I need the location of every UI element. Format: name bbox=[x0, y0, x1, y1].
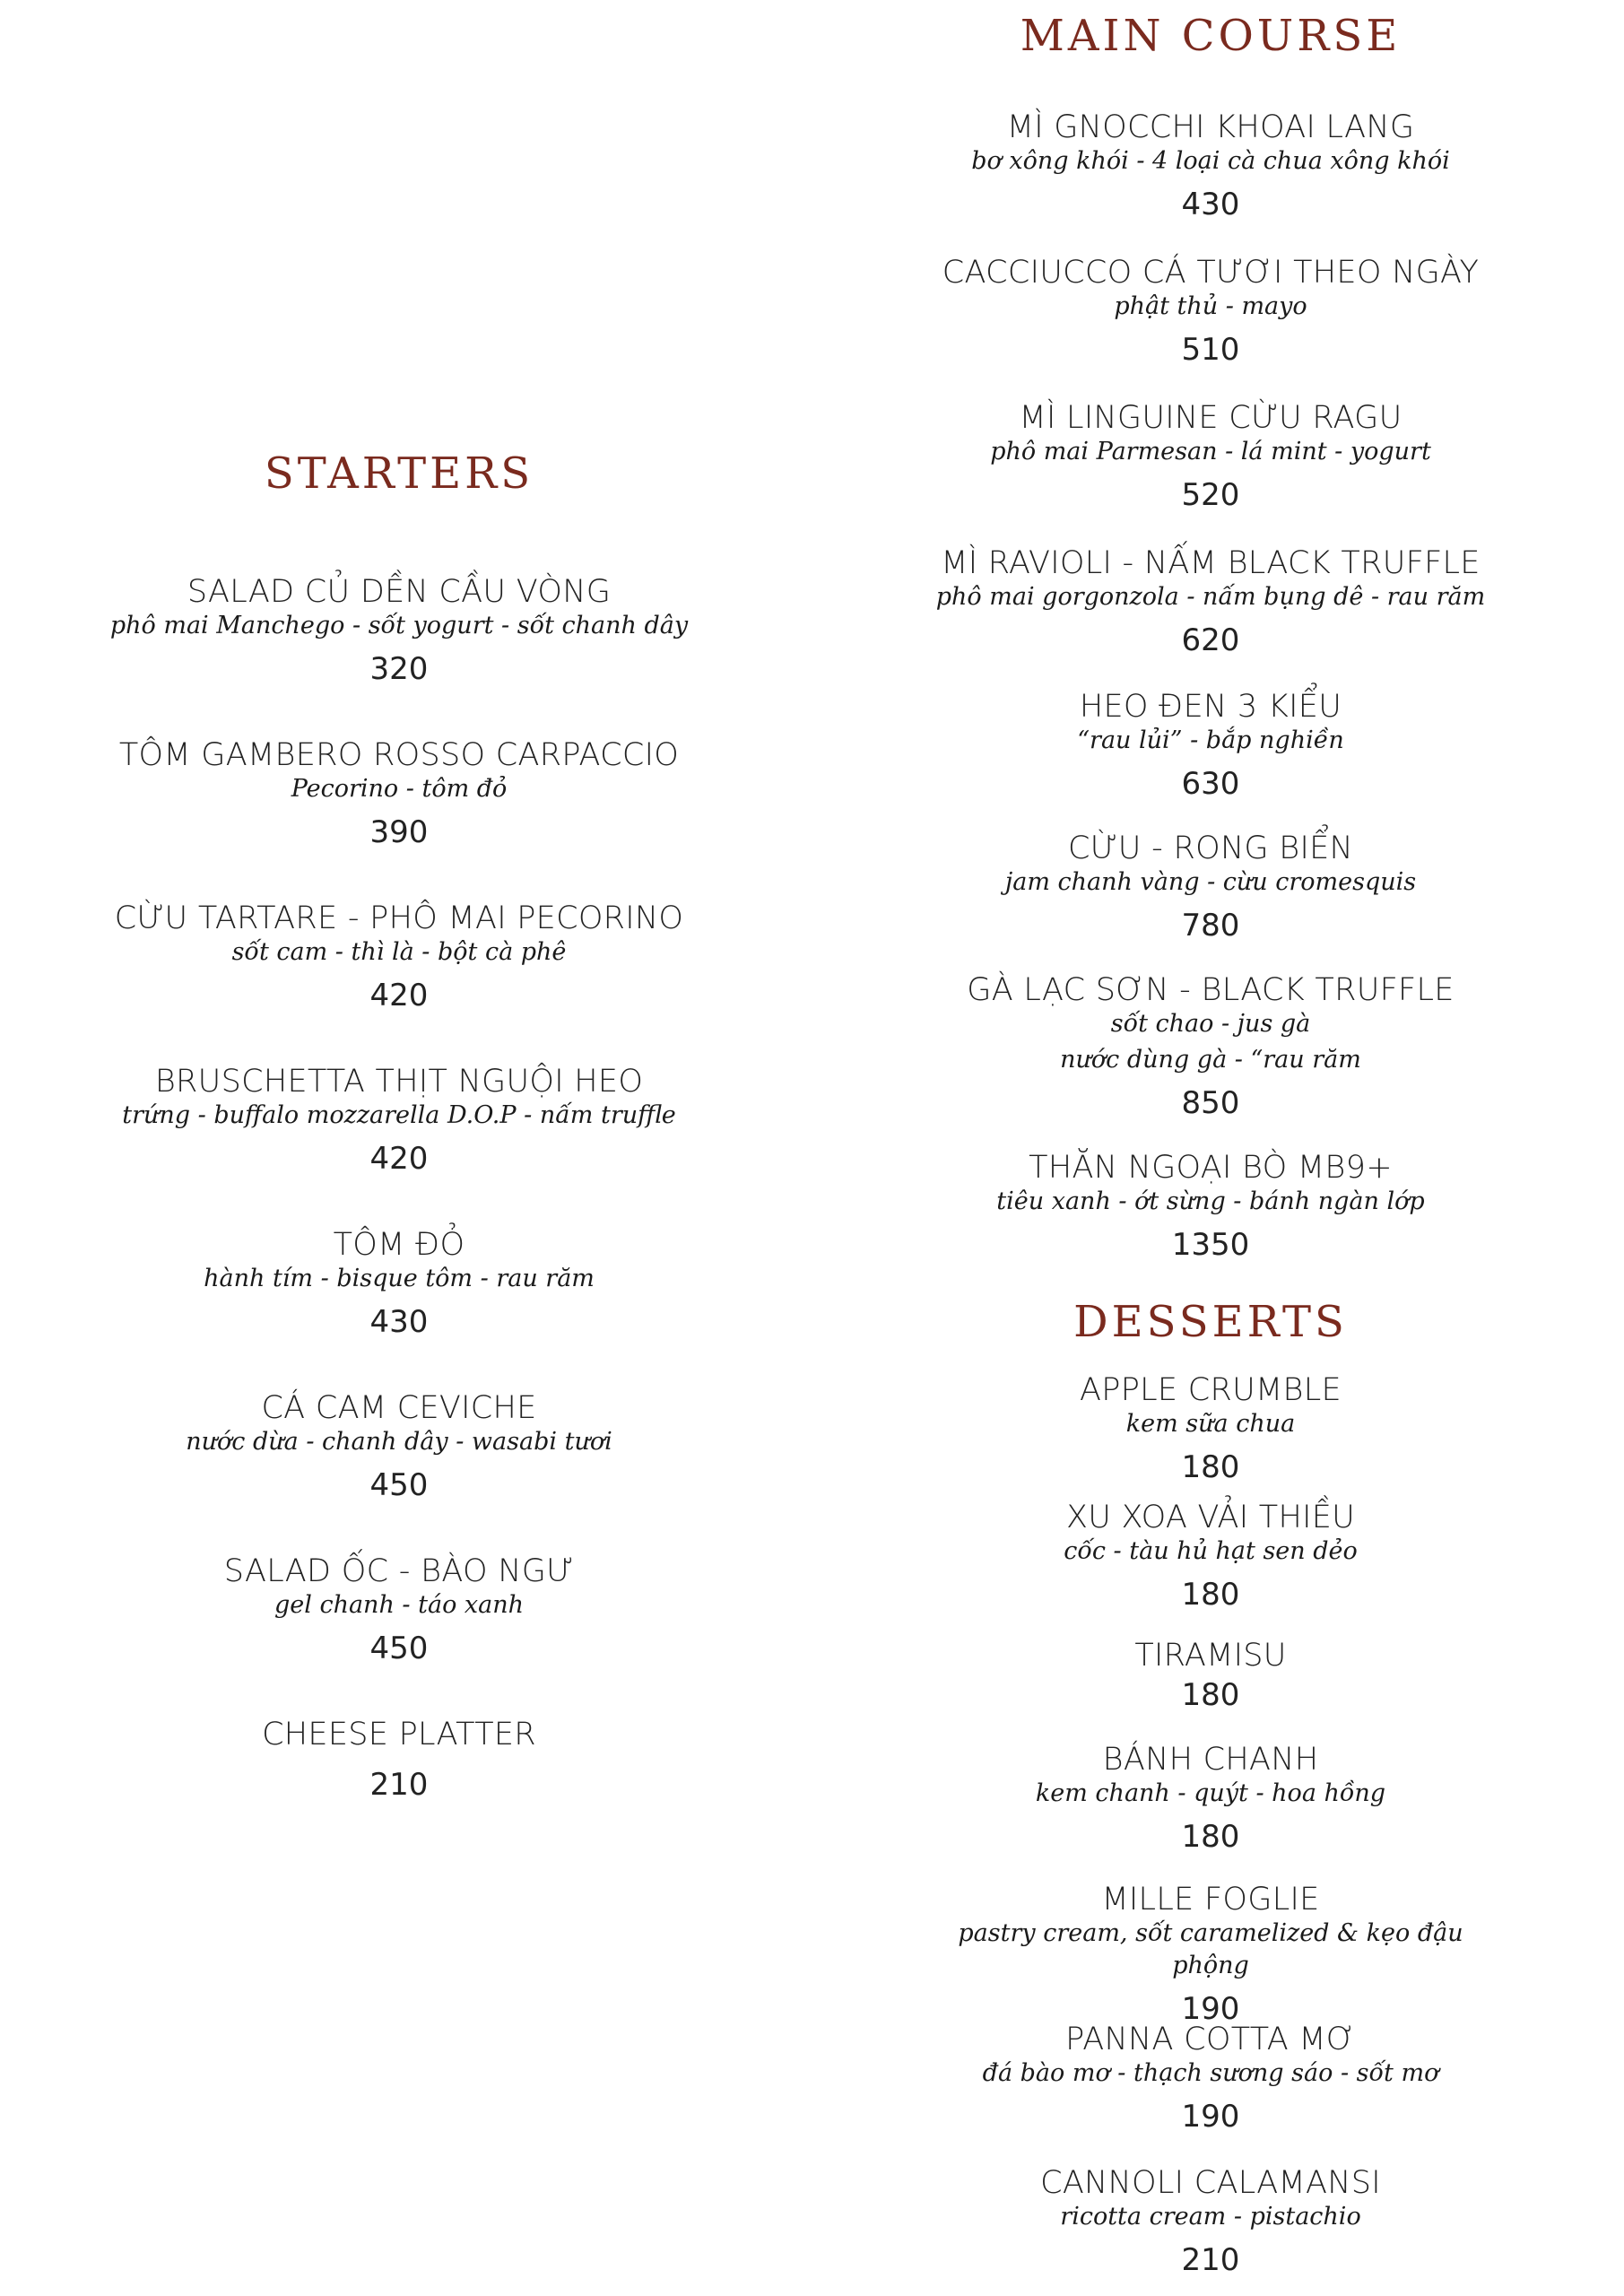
menu-item bbox=[924, 255, 1498, 368]
item-name: MILLE FOGLIE bbox=[1101, 1882, 1320, 1918]
item-description: sốt cam - thì là - bột cà phê bbox=[231, 938, 567, 966]
menu-item bbox=[924, 2165, 1498, 2278]
item-description: tiêu xanh - ớt sừng - bánh ngàn lớp bbox=[996, 1187, 1425, 1215]
menu-item bbox=[924, 831, 1498, 944]
item-description: phô mai Parmesan - lá mint - yogurt bbox=[990, 438, 1431, 465]
starters-column bbox=[72, 0, 726, 2296]
item-price: 430 bbox=[369, 1304, 429, 1340]
item-price: 450 bbox=[369, 1631, 429, 1666]
item-price: 180 bbox=[1181, 1677, 1240, 1713]
item-price: 390 bbox=[369, 814, 429, 850]
item-name: SALAD CỦ DỀN CẦU VÒNG bbox=[187, 574, 612, 610]
item-description: “rau lủi” - bắp nghiền bbox=[1077, 726, 1344, 754]
item-price: 210 bbox=[1181, 2242, 1240, 2278]
item-description: jam chanh vàng - cừu cromesquis bbox=[1004, 868, 1417, 896]
menu-item bbox=[72, 1227, 726, 1340]
item-name: HEO ĐEN 3 KIỂU bbox=[1079, 689, 1342, 725]
item-description: nước dùng gà - “rau răm bbox=[1060, 1046, 1361, 1074]
menu-item bbox=[72, 900, 726, 1013]
menu-item bbox=[924, 1500, 1498, 1613]
item-price: 850 bbox=[1181, 1085, 1240, 1121]
item-price: 180 bbox=[1181, 1449, 1240, 1485]
item-description: kem chanh - quýt - hoa hồng bbox=[1035, 1779, 1386, 1807]
menu-item bbox=[72, 737, 726, 850]
item-description: Pecorino - tôm đỏ bbox=[291, 775, 508, 803]
item-description: ricotta cream - pistachio bbox=[1060, 2203, 1361, 2231]
item-description: nước dừa - chanh dây - wasabi tươi bbox=[186, 1428, 612, 1456]
item-price: 180 bbox=[1181, 1819, 1240, 1855]
item-name: BÁNH CHANH bbox=[1102, 1742, 1319, 1778]
item-name: CANNOLI CALAMANSI bbox=[1040, 2165, 1381, 2201]
item-name: CACCIUCCO CÁ TƯƠI THEO NGÀY bbox=[942, 255, 1480, 291]
item-price: 420 bbox=[369, 978, 429, 1013]
main-desserts-column bbox=[924, 0, 1498, 2296]
item-price: 180 bbox=[1181, 1577, 1240, 1613]
menu-item bbox=[924, 1742, 1498, 1855]
item-description: gel chanh - táo xanh bbox=[274, 1591, 525, 1619]
item-name: SALAD ỐC - BÀO NGƯ bbox=[223, 1553, 575, 1589]
menu-item bbox=[924, 1882, 1498, 2027]
item-name: TÔM GAMBERO ROSSO CARPACCIO bbox=[118, 737, 680, 773]
item-price: 620 bbox=[1181, 622, 1240, 658]
item-name: CÁ CAM CEVICHE bbox=[261, 1390, 537, 1426]
item-price: 520 bbox=[1181, 477, 1240, 513]
item-price: 1350 bbox=[1171, 1227, 1250, 1263]
item-price: 780 bbox=[1181, 908, 1240, 944]
item-description: bơ xông khói - 4 loại cà chua xông khói bbox=[971, 147, 1450, 175]
item-price: 190 bbox=[1181, 1991, 1240, 2027]
item-name: PANNA COTTA MƠ bbox=[1065, 2022, 1356, 2057]
item-description: đá bào mơ - thạch sương sáo - sốt mơ bbox=[982, 2059, 1439, 2087]
item-price: 210 bbox=[369, 1767, 429, 1803]
item-description: kem sữa chua bbox=[1125, 1410, 1296, 1438]
item-name: MÌ RAVIOLI - NẤM BLACK TRUFFLE bbox=[941, 545, 1481, 581]
menu-item bbox=[72, 1553, 726, 1666]
item-name: MÌ LINGUINE CỪU RAGU bbox=[1019, 400, 1403, 436]
menu-item bbox=[72, 1064, 726, 1177]
item-price: 630 bbox=[1181, 766, 1240, 802]
item-name: CỪU TARTARE - PHÔ MAI PECORINO bbox=[114, 900, 684, 936]
item-price: 420 bbox=[369, 1141, 429, 1177]
menu-item bbox=[924, 109, 1498, 222]
item-description: phô mai Manchego - sốt yogurt - sốt chanh dây bbox=[109, 612, 689, 639]
item-description: hành tím - bisque tôm - rau răm bbox=[204, 1265, 595, 1292]
menu-item bbox=[924, 972, 1498, 1121]
item-name: TÔM ĐỎ bbox=[333, 1227, 465, 1263]
item-name: TIRAMISU bbox=[1134, 1638, 1287, 1674]
item-description: cốc - tàu hủ hạt sen dẻo bbox=[1064, 1537, 1358, 1565]
item-price: 450 bbox=[369, 1467, 429, 1503]
item-description: sốt chao - jus gà bbox=[1110, 1010, 1311, 1038]
menu-item bbox=[924, 1638, 1498, 1713]
item-name: THĂN NGOẠI BÒ MB9+ bbox=[1029, 1150, 1393, 1186]
item-price: 320 bbox=[369, 651, 429, 687]
item-description: trứng - buffalo mozzarella D.O.P - nấm truffle bbox=[122, 1101, 676, 1129]
desserts-title: DESSERTS bbox=[1073, 1297, 1348, 1347]
item-name: CỪU - RONG BIỂN bbox=[1067, 831, 1354, 866]
item-name: GÀ LẠC SƠN - BLACK TRUFFLE bbox=[967, 972, 1455, 1008]
menu-item bbox=[72, 1390, 726, 1503]
menu-item bbox=[924, 1150, 1498, 1263]
item-name: CHEESE PLATTER bbox=[262, 1717, 536, 1752]
item-name: APPLE CRUMBLE bbox=[1080, 1372, 1342, 1408]
starters-title: STARTERS bbox=[264, 448, 534, 499]
item-description: phật thủ - mayo bbox=[1114, 292, 1307, 320]
main-course-title: MAIN COURSE bbox=[1020, 11, 1402, 61]
item-price: 190 bbox=[1181, 2099, 1240, 2135]
item-description: phô mai gorgonzola - nấm bụng dê - rau răm bbox=[935, 583, 1486, 611]
item-price: 510 bbox=[1181, 332, 1240, 368]
menu-item bbox=[924, 545, 1498, 658]
item-description: pastry cream, sốt caramelized & kẹo đậu phộng bbox=[958, 1919, 1463, 1979]
menu-item bbox=[924, 400, 1498, 513]
item-name: XU XOA VẢI THIỀU bbox=[1065, 1500, 1356, 1535]
menu-item bbox=[924, 689, 1498, 802]
menu-item bbox=[72, 1717, 726, 1803]
item-name: MÌ GNOCCHI KHOAI LANG bbox=[1006, 109, 1415, 145]
menu-item bbox=[72, 574, 726, 687]
menu-item bbox=[924, 2022, 1498, 2135]
menu-item bbox=[924, 1372, 1498, 1485]
item-name: BRUSCHETTA THỊT NGUỘI HEO bbox=[154, 1064, 644, 1100]
item-price: 430 bbox=[1181, 187, 1240, 222]
